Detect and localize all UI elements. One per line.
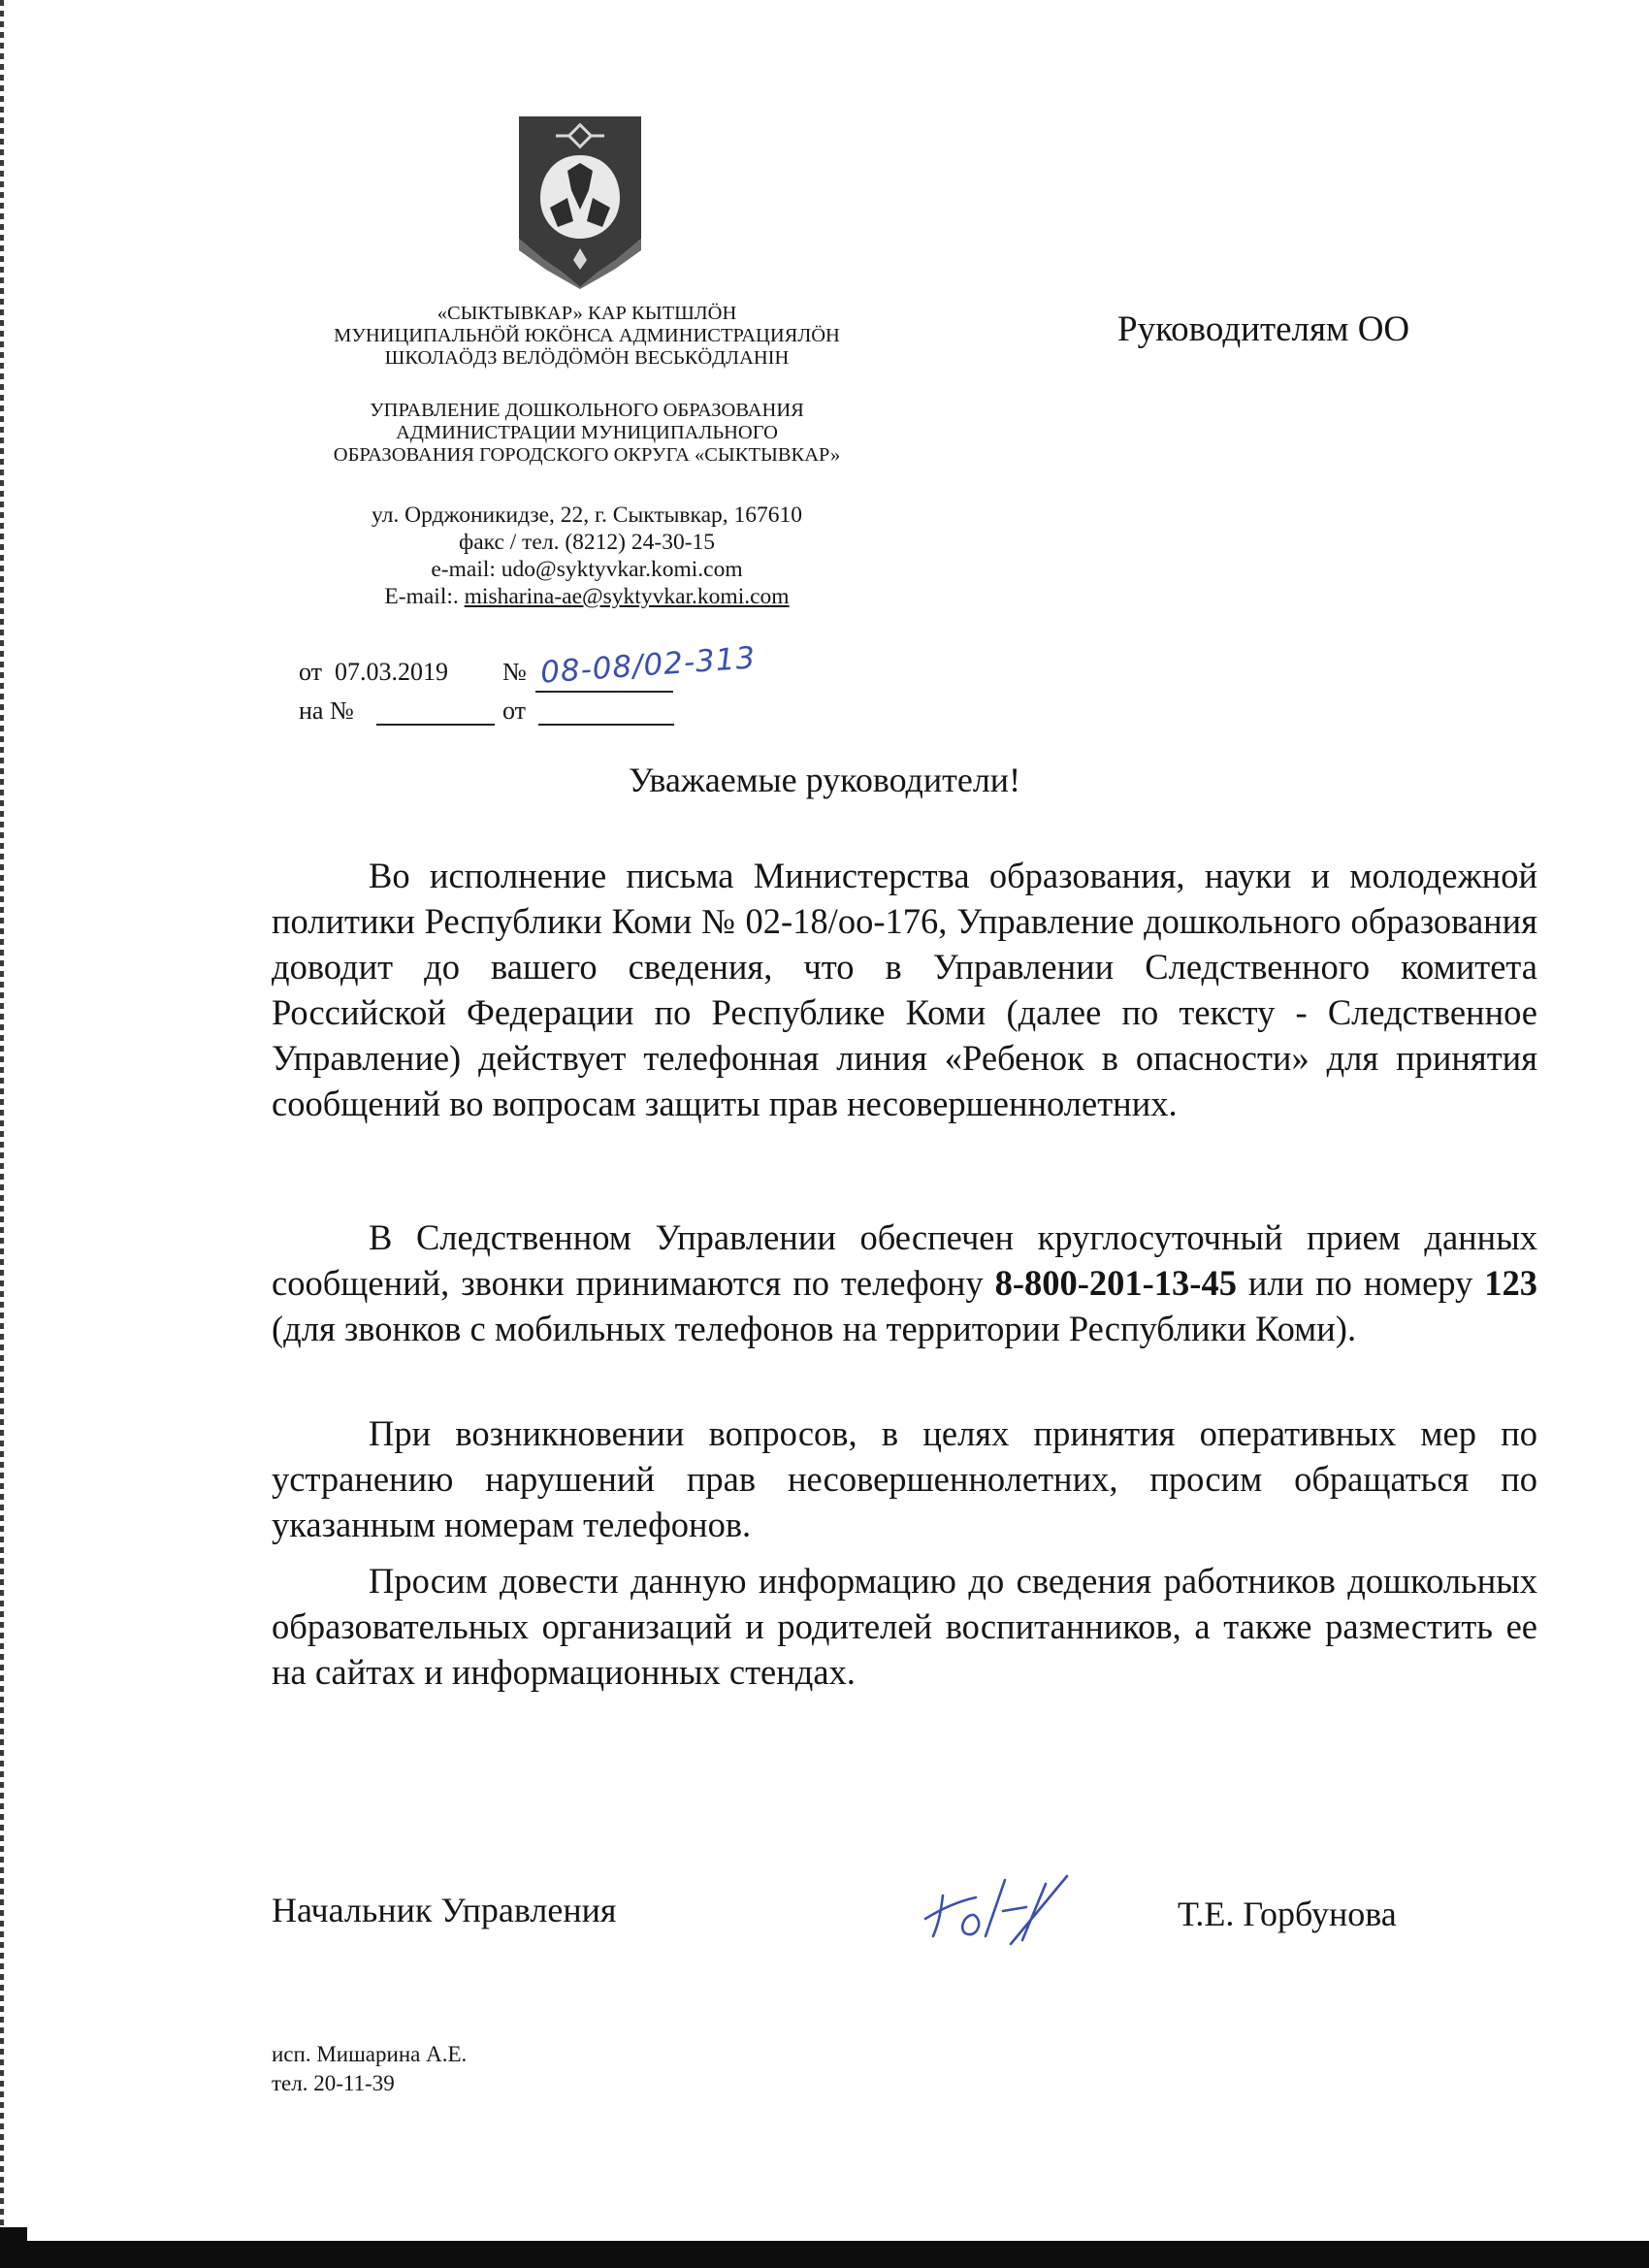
short-number: 123 [1484,1263,1537,1303]
signatory-name: Т.Е. Горбунова [1178,1895,1397,1933]
executor-info [272,2040,467,2098]
header-komi-line: ШКОЛАӦДЗ ВЕЛӦДӦМӦН ВЕСЬКӦДЛАНIН [384,347,790,369]
header-russian-line: УПРАВЛЕНИЕ ДОШКОЛЬНОГО ОБРАЗОВАНИЯ [370,400,804,421]
paragraph-part: или по номеру [1236,1263,1485,1303]
handwritten-signature [922,1872,1072,1950]
paragraph-part: (для звонков с мобильных телефонов на территории Республики Коми). [272,1309,1357,1348]
header-email-2-link[interactable]: misharina-ae@syktyvkar.komi.com [464,584,790,609]
ref-date-label: от [299,658,323,686]
coat-of-arms-icon [517,114,643,289]
executor-name: исп. Мишарина А.Е. [272,2042,468,2066]
ref-date: 07.03.2019 [335,658,448,686]
scan-edge-left [0,0,4,2268]
hotline-phone: 8-800-201-13-45 [994,1263,1237,1303]
signatory-title: Начальник Управления [272,1891,617,1929]
salutation: Уважаемые руководители! [628,761,1021,799]
body-paragraph-4 [272,1558,1537,1698]
ref-reply-from-label: от [502,697,527,725]
paragraph-text: Во исполнение письма Министерства образования, науки и молодежной политики Республики Коми № 02-18/оо-176, Управление дошкольного образования доводит до вашего сведения, что в Управлении Следственного комитета Российской Федерации по Республике Коми (далее по тексту - Следственное Управление) действует телефонная линия «Ребенок в опасности» для принятия сообщений во вопросам защиты прав несовершеннолетних. [272,856,1537,1123]
ref-number-label: № [502,658,527,686]
ref-number-handwritten: 08-08/02-313 [539,640,758,691]
header-contacts [291,502,883,610]
scan-edge-bottom [0,2241,1649,2268]
header-email: e-mail: udo@syktyvkar.komi.com [431,557,743,582]
body-paragraph-2 [272,1215,1537,1354]
paragraph-text: При возникновении вопросов, в целях принятия оперативных мер по устранению нарушений прав несовершеннолетних, просим обращаться по указанным номерам телефонов. [272,1413,1537,1544]
scan-edge-corner [0,2227,27,2241]
header-address: ул. Орджоникидзе, 22, г. Сыктывкар, 167610 [371,502,803,528]
header-komi-line: «СЫКТЫВКАР» КАР КЫТШЛӦН [436,303,737,324]
ref-reply-underline [376,724,495,726]
header-fax-phone: факс / тел. (8212) 24-30-15 [458,530,716,555]
header-komi-block [291,303,883,370]
ref-reply-from-underline [538,724,674,726]
paragraph-text [272,1215,1537,1351]
header-email-2 [291,583,883,610]
body-paragraph-1 [272,853,1537,1129]
header-russian-line: ОБРАЗОВАНИЯ ГОРОДСКОГО ОКРУГА «СЫКТЫВКАР» [333,444,841,466]
ref-number-underline [535,691,673,693]
header-russian-block [291,400,883,467]
executor-phone: тел. 20-11-39 [272,2071,395,2095]
header-email-2-label: E-mail:. [384,584,465,609]
addressee: Руководителям ОО [1117,309,1410,349]
header-russian-line: АДМИНИСТРАЦИИ МУНИЦИПАЛЬНОГО [396,422,778,443]
paragraph-text: Просим довести данную информацию до сведения работников дошкольных образовательных организаций и родителей воспитанников, а также разместить ее на сайтах и информационных стендах. [272,1561,1537,1692]
header-komi-line: МУНИЦИПАЛЬНӦЙ ЮКӦНСА АДМИНИСТРАЦИЯЛӦН [334,325,840,346]
body-paragraph-3 [272,1410,1537,1550]
ref-reply-label: на № [299,697,354,725]
paragraph-part: В Следственном Управлении обеспечен круглосуточный прием данных сообщений, звонки принимаются по телефону [272,1217,1537,1303]
